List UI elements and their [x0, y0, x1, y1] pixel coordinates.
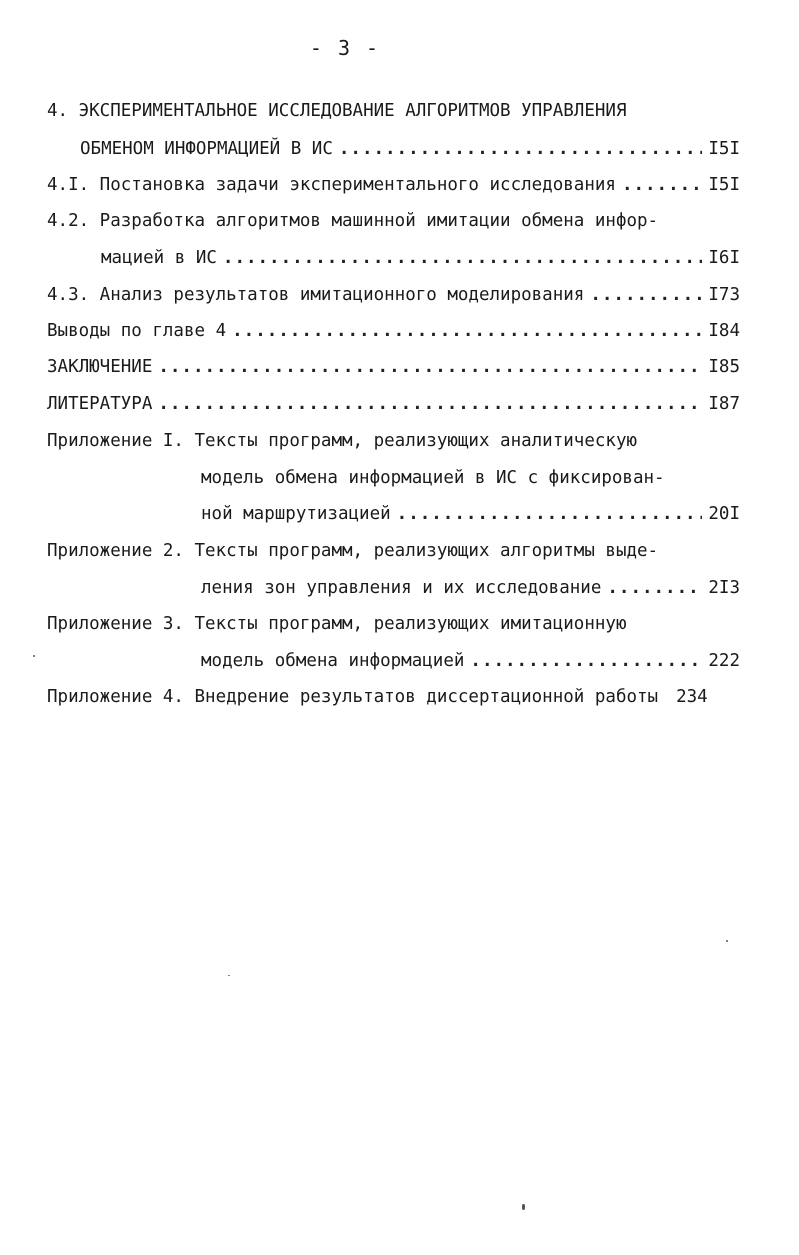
- dot-leader: [158, 392, 702, 416]
- toc-page-number: I5I: [708, 139, 740, 159]
- toc-entry-title: ОБМЕНОМ ИНФОРМАЦИЕЙ В ИС: [80, 139, 333, 159]
- toc-entry-appendix4: [47, 685, 740, 709]
- scan-speck: [228, 975, 230, 976]
- toc-entry-title: ления зон управления и их исследование: [201, 578, 602, 598]
- toc-entry-title: Выводы по главе 4: [47, 321, 227, 341]
- toc-entry-chapter4-line2: [80, 137, 740, 161]
- scan-speck: [33, 655, 35, 657]
- toc-entry-title: Приложение 3. Тексты программ, реализующих имитационную: [47, 614, 627, 634]
- toc-page-number: I85: [708, 357, 740, 377]
- toc-entry-title: Приложение 2. Тексты программ, реализующих алгоритмы выде-: [47, 541, 659, 561]
- toc-entry-4-3: [47, 283, 740, 307]
- dot-leader: [590, 283, 702, 307]
- toc-entry-title: ЗАКЛЮЧЕНИЕ: [47, 357, 153, 377]
- dot-leader: [607, 576, 702, 600]
- toc-entry-appendix2-line2: [201, 576, 740, 600]
- toc-entry-title: Приложение I. Тексты программ, реализующих аналитическую: [47, 431, 638, 451]
- toc-entry-appendix1-line3: [201, 502, 740, 526]
- toc-entry-literature: [47, 392, 740, 416]
- page-number: - 3 -: [309, 36, 381, 60]
- scan-speck: [522, 1204, 525, 1210]
- dot-leader: [397, 502, 703, 526]
- toc-entry-summary: [47, 355, 740, 379]
- toc-page-number: 234: [676, 687, 708, 707]
- toc-page-number: 20I: [708, 504, 740, 524]
- toc-entry-appendix3-line2: [201, 649, 740, 673]
- toc-entry-title: 4. ЭКСПЕРИМЕНТАЛЬНОЕ ИССЛЕДОВАНИЕ АЛГОРИТМОВ УПРАВЛЕНИЯ: [47, 101, 627, 121]
- dot-leader: [622, 173, 702, 197]
- toc-entry-appendix3-line1: [47, 612, 747, 636]
- toc-entry-chapter4-line1: [47, 99, 747, 123]
- dot-leader: [470, 649, 702, 673]
- dot-leader: [223, 246, 702, 270]
- toc-page-number: 2I3: [708, 578, 740, 598]
- toc-entry-appendix1-line2: [201, 466, 747, 490]
- toc-page-number: I87: [708, 394, 740, 414]
- toc-entry-title: мацией в ИС: [101, 248, 217, 268]
- toc-page-number: I5I: [708, 175, 740, 195]
- toc-entry-title: ной маршрутизацией: [201, 504, 391, 524]
- toc-page-number: I6I: [708, 248, 740, 268]
- toc-entry-title: модель обмена информацией в ИС с фиксирован-: [201, 468, 665, 488]
- toc-entry-title: ЛИТЕРАТУРА: [47, 394, 153, 414]
- toc-entry-appendix2-line1: [47, 539, 747, 563]
- toc-entry-4-2-line1: [47, 209, 747, 233]
- toc-entry-title: модель обмена информацией: [201, 651, 465, 671]
- scan-speck: [726, 940, 728, 942]
- dot-leader: [232, 319, 702, 343]
- toc-entry-title: 4.I. Постановка задачи экспериментального исследования: [47, 175, 616, 195]
- dot-leader: [339, 137, 703, 161]
- toc-entry-4-1: [47, 173, 740, 197]
- dot-leader: [158, 355, 702, 379]
- toc-page-number: I73: [708, 285, 740, 305]
- toc-entry-title: Приложение 4. Внедрение результатов диссертационной работы: [47, 687, 659, 707]
- toc-entry-appendix1-line1: [47, 429, 747, 453]
- toc-entry-conclusions: [47, 319, 740, 343]
- toc-entry-title: 4.3. Анализ результатов имитационного моделирования: [47, 285, 585, 305]
- toc-entry-title: 4.2. Разработка алгоритмов машинной имитации обмена инфор-: [47, 211, 659, 231]
- toc-entry-4-2-line2: [101, 246, 740, 270]
- toc-page-number: 222: [708, 651, 740, 671]
- toc-page-number: I84: [708, 321, 740, 341]
